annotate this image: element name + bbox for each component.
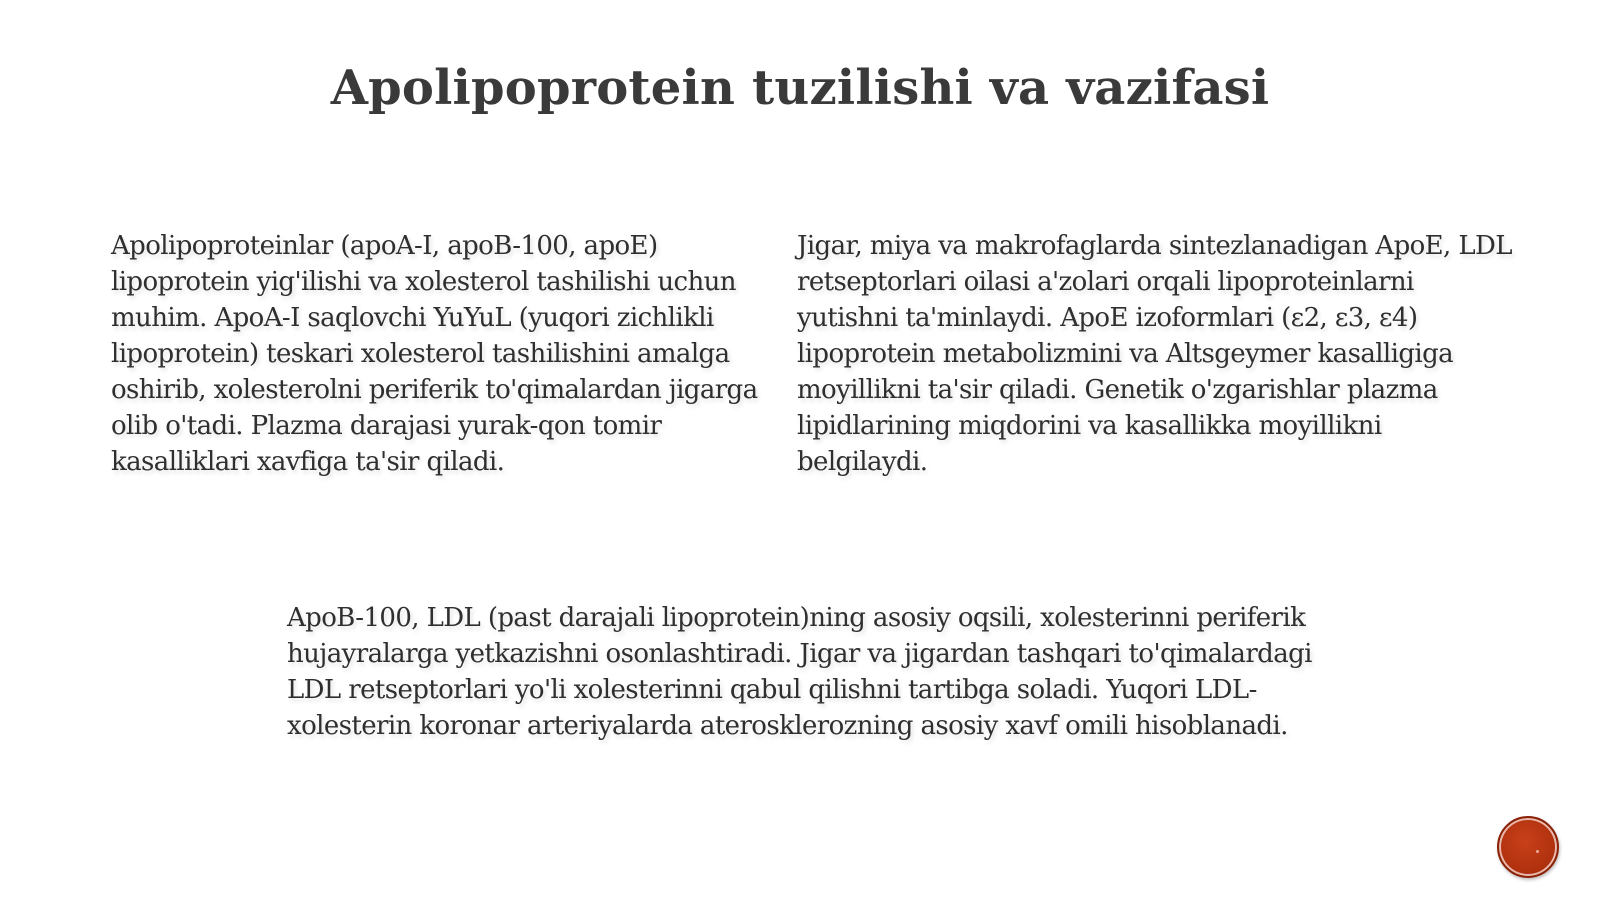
circle-nav-icon (1536, 850, 1539, 853)
bottom-paragraph: ApoB-100, LDL (past darajali lipoprotein)ning asosiy oqsili, xolesterinni periferik hujayralarga yetkazishni osonlashtiradi. Jigar va jigardan tashqari to'qimalardagi LDL retseptorlari yo'li xolesterinni qabul qilishni tartibga soladi. Yuqori LDL-xolesterin koronar arteriyalarda aterosklerozning asosiy xavf omili hisoblanadi. (287, 603, 1312, 741)
right-paragraph: Jigar, miya va makrofaglarda sintezlanadigan ApoE, LDL retseptorlari oilasi a'zolari orqali lipoproteinlarni yutishni ta'minlaydi. ApoE izoformlari (ε2, ε3, ε4) lipoprotein metabolizmini va Altsgeymer kasalligiga moyillikni ta'sir qiladi. Genetik o'zgarishlar plazma lipidlarining miqdorini va kasallikka moyillikni belgilaydi. (797, 231, 1512, 477)
left-paragraph: Apolipoproteinlar (apoA-I, apoB-100, apoE) lipoprotein yig'ilishi va xolesterol tashilishi uchun muhim. ApoA-I saqlovchi YuYuL (yuqori zichlikli lipoprotein) teskari xolesterol tashilishini amalga oshirib, xolesterolni periferik to'qimalardan jigarga olib o'tadi. Plazma darajasi yurak-qon tomir kasalliklari xavfiga ta'sir qiladi. (111, 231, 758, 477)
slide-title: Apolipoprotein tuzilishi va vazifasi (330, 60, 1270, 116)
slide-nav-button[interactable] (1497, 816, 1559, 878)
